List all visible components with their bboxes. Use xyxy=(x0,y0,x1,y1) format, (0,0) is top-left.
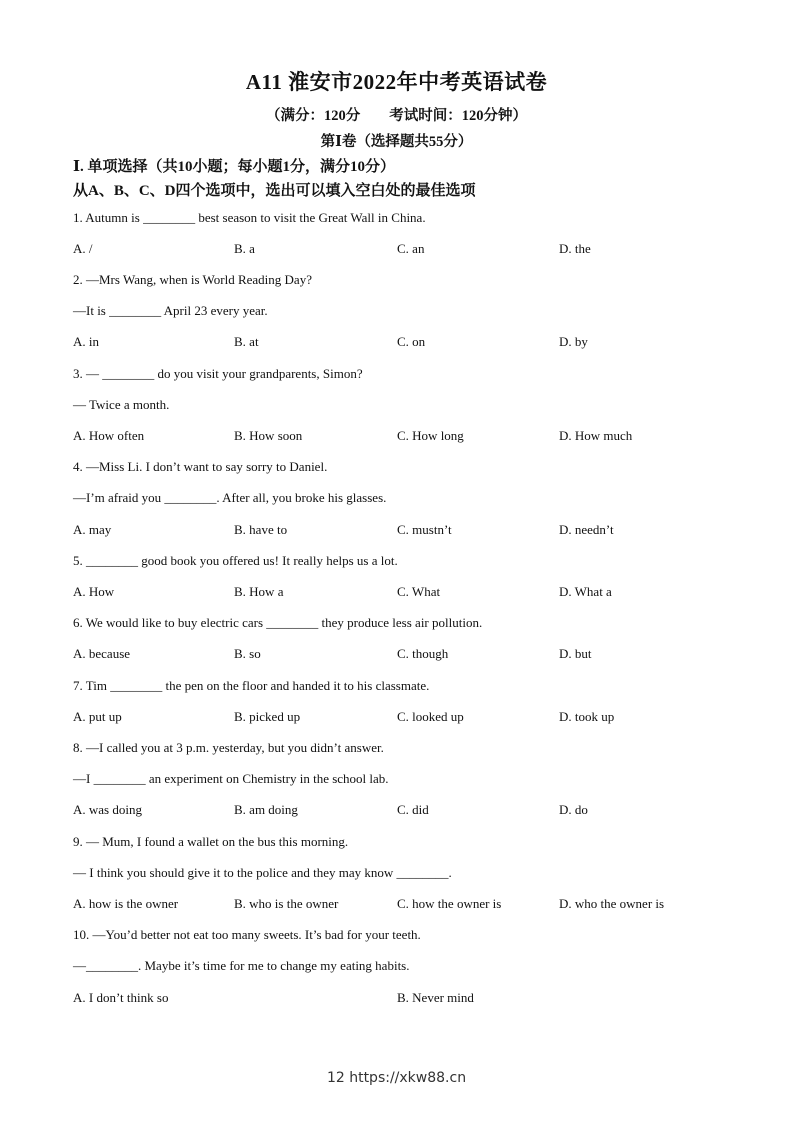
question-7-option-c: C. looked up xyxy=(397,709,464,724)
question-7-option-b: B. picked up xyxy=(234,709,301,724)
question-2-option-c: C. on xyxy=(397,334,426,349)
question-3-option-b: B. How soon xyxy=(234,428,303,443)
question-2-option-d: D. by xyxy=(559,334,588,349)
volume-heading: 第Ⅰ卷（选择题共55分） xyxy=(320,134,473,150)
question-3-option-c: C. How long xyxy=(397,428,464,443)
section-heading: Ⅰ. 单项选择（共10小题；每小题1分，满分10分） xyxy=(73,159,396,175)
question-4-option-a: A. may xyxy=(73,522,112,537)
question-1-option-b: B. a xyxy=(234,241,255,256)
question-4-reply: —I’m afraid you ________. After all, you broke his glasses. xyxy=(73,490,387,505)
question-8-option-b: B. am doing xyxy=(234,802,298,817)
question-6-option-c: C. though xyxy=(397,646,449,661)
question-2-reply: —It is ________ April 23 every year. xyxy=(73,303,268,318)
question-6-option-d: D. but xyxy=(559,646,592,661)
question-1-option-c: C. an xyxy=(397,241,425,256)
question-10-option-b: B. Never mind xyxy=(397,990,474,1005)
question-6-option-b: B. so xyxy=(234,646,261,661)
question-10-option-a: A. I don’t think so xyxy=(73,990,169,1005)
question-3-stem: 3. — ________ do you visit your grandparents, Simon? xyxy=(73,366,363,381)
question-9-option-b: B. who is the owner xyxy=(234,896,339,911)
question-8-option-c: C. did xyxy=(397,802,429,817)
question-1-option-d: D. the xyxy=(559,241,591,256)
question-9-option-c: C. how the owner is xyxy=(397,896,502,911)
question-9-stem: 9. — Mum, I found a wallet on the bus this morning. xyxy=(73,834,349,849)
question-3-reply: — Twice a month. xyxy=(73,397,170,412)
question-1-stem: 1. Autumn is ________ best season to visit the Great Wall in China. xyxy=(73,210,426,225)
question-6-stem: 6. We would like to buy electric cars ________ they produce less air pollution. xyxy=(73,615,483,630)
exam-info: （满分：120分 考试时间：120分钟） xyxy=(266,108,527,124)
question-4-stem: 4. —Miss Li. I don’t want to say sorry to Daniel. xyxy=(73,459,328,474)
question-5-option-c: C. What xyxy=(397,584,441,599)
question-5-stem: 5. ________ good book you offered us! It really helps us a lot. xyxy=(73,553,398,568)
question-1-option-a: A. / xyxy=(73,241,93,256)
question-8-stem: 8. —I called you at 3 p.m. yesterday, but you didn’t answer. xyxy=(73,740,384,755)
question-5-option-d: D. What a xyxy=(559,584,612,599)
question-10-stem: 10. —You’d better not eat too many sweets. It’s bad for your teeth. xyxy=(73,927,421,942)
question-2-stem: 2. —Mrs Wang, when is World Reading Day? xyxy=(73,272,312,287)
question-10-reply: —________. Maybe it’s time for me to change my eating habits. xyxy=(73,958,410,973)
question-9-option-a: A. how is the owner xyxy=(73,896,179,911)
question-5-option-a: A. How xyxy=(73,584,115,599)
question-4-option-b: B. have to xyxy=(234,522,288,537)
page-title: A11 淮安市2022年中考英语试卷 xyxy=(245,70,548,94)
question-9-option-d: D. who the owner is xyxy=(559,896,665,911)
question-4-option-c: C. mustn’t xyxy=(397,522,452,537)
question-8-reply: —I ________ an experiment on Chemistry in the school lab. xyxy=(73,771,389,786)
question-6-option-a: A. because xyxy=(73,646,131,661)
question-5-option-b: B. How a xyxy=(234,584,284,599)
page-footer: 12 https://xkw88.cn xyxy=(326,1070,467,1086)
question-8-option-d: D. do xyxy=(559,802,588,817)
question-2-option-a: A. in xyxy=(73,334,99,349)
question-4-option-d: D. needn’t xyxy=(559,522,614,537)
question-3-option-d: D. How much xyxy=(559,428,633,443)
question-2-option-b: B. at xyxy=(234,334,259,349)
question-8-option-a: A. was doing xyxy=(73,802,142,817)
question-7-option-a: A. put up xyxy=(73,709,122,724)
question-7-stem: 7. Tim ________ the pen on the floor and handed it to his classmate. xyxy=(73,678,430,693)
question-7-option-d: D. took up xyxy=(559,709,615,724)
question-9-reply: — I think you should give it to the police and they may know ________. xyxy=(73,865,452,880)
section-instruction: 从A、B、C、D四个选项中，选出可以填入空白处的最佳选项 xyxy=(73,183,476,199)
question-3-option-a: A. How often xyxy=(73,428,145,443)
